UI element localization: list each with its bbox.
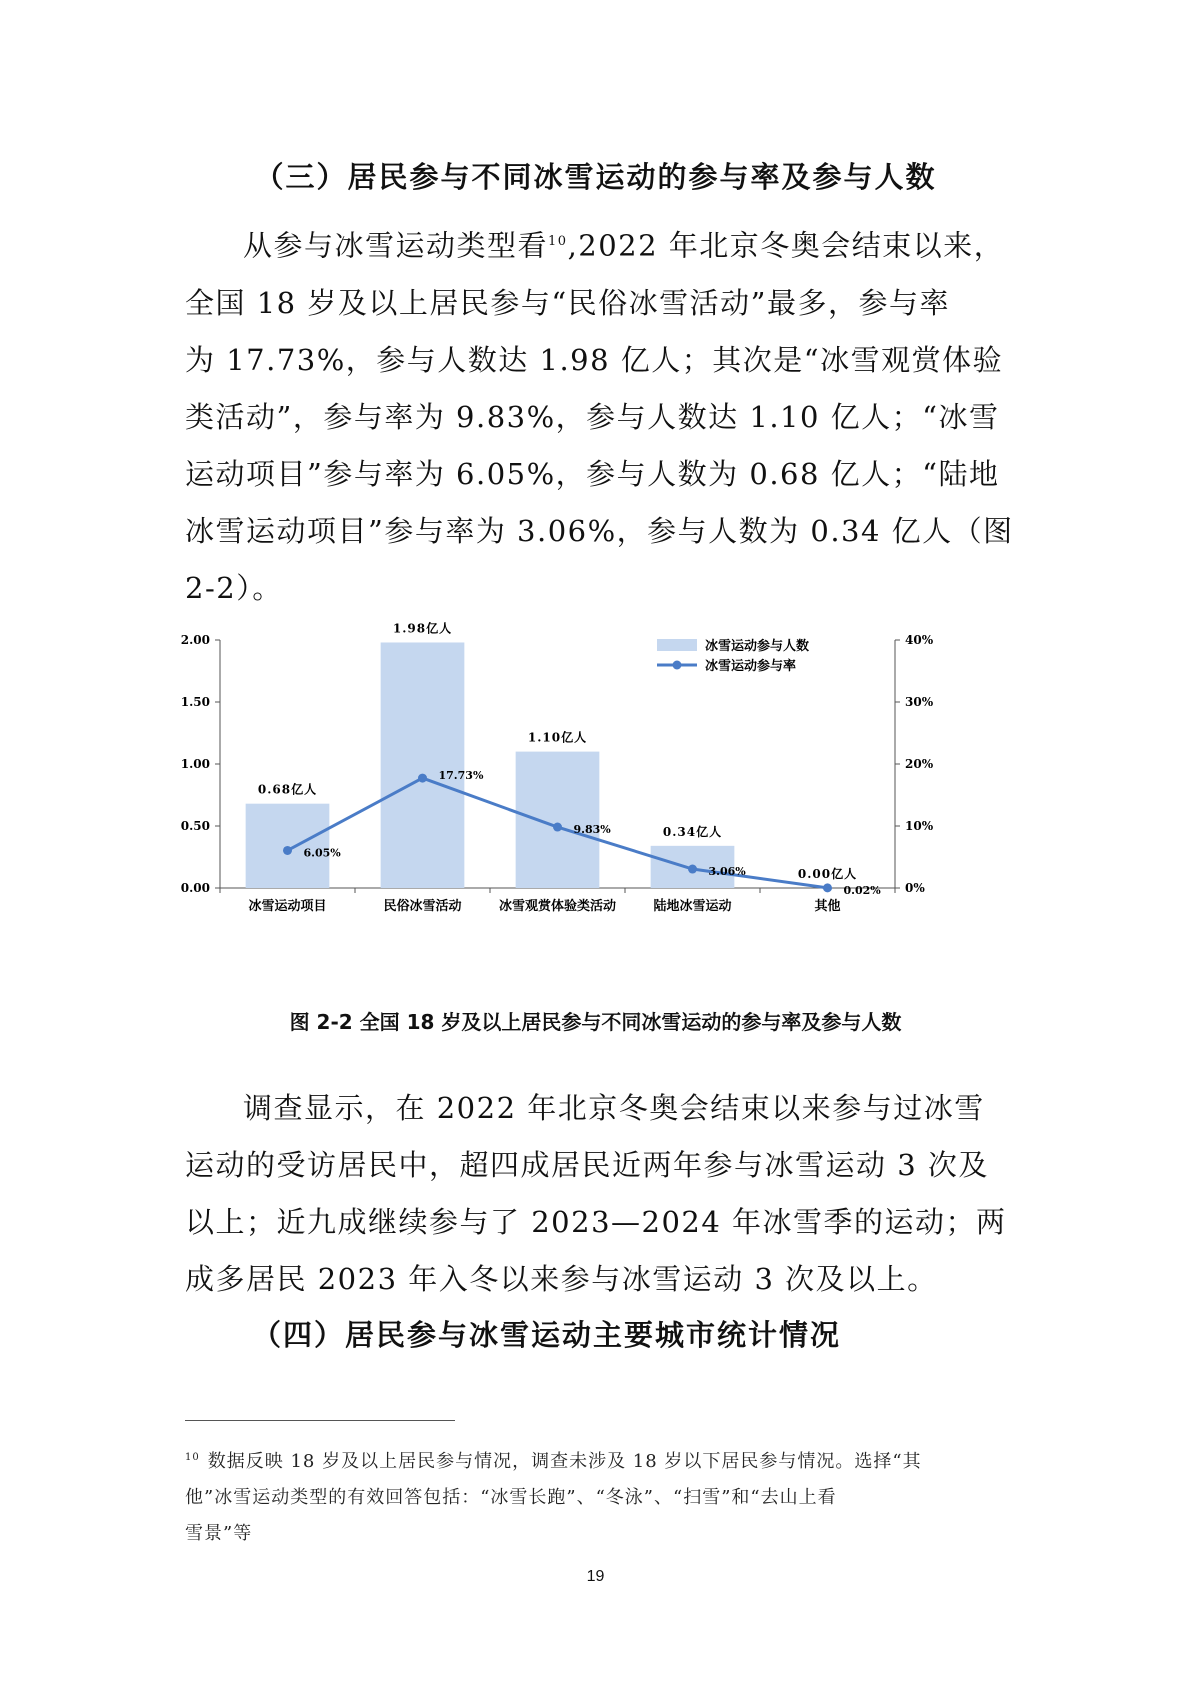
rate-data-label: 3.06% — [708, 865, 746, 879]
bar — [516, 752, 600, 888]
legend-line-marker — [673, 661, 682, 670]
figure-caption: 图 2-2 全国 18 岁及以上居民参与不同冰雪运动的参与率及参与人数 — [289, 1010, 902, 1034]
right-tick-label: 0% — [905, 881, 925, 895]
left-tick-label: 0.00 — [180, 881, 210, 895]
category-label: 冰雪观赏体验类活动 — [498, 899, 617, 914]
rate-point — [823, 883, 832, 892]
rate-point — [688, 865, 697, 874]
right-tick-label: 40% — [905, 633, 934, 647]
footnote-mark: 10 — [185, 1452, 200, 1463]
rate-point — [553, 823, 562, 832]
left-tick-label: 0.50 — [180, 819, 210, 833]
paragraph-line: 调查显示，在 2022 年北京冬奥会结束以来参与过冰雪 — [243, 1091, 985, 1125]
left-tick-label: 1.50 — [180, 695, 210, 709]
footnote — [185, 1440, 1015, 1552]
body-paragraph — [185, 213, 1015, 617]
rate-data-label: 17.73% — [438, 769, 484, 783]
rate-data-label: 9.83% — [573, 823, 611, 837]
footnote-line: 他”冰雪运动类型的有效回答包括：“冰雪长跑”、“冬泳”、“扫雪”和“去山上看 — [185, 1487, 837, 1508]
paragraph-line: 全国 18 岁及以上居民参与“民俗冰雪活动”最多，参与率 — [185, 285, 950, 320]
right-tick-label: 10% — [905, 819, 934, 833]
legend-line-label: 冰雪运动参与率 — [705, 659, 797, 674]
paragraph-line: 从参与冰雪运动类型看$^{10}$,2022 年北京冬奥会结束以来， — [243, 228, 1005, 263]
left-tick-label: 1.00 — [180, 757, 210, 771]
paragraph-line: 为 17.73%，参与人数达 1.98 亿人；其次是“冰雪观赏体验 — [185, 342, 1004, 377]
legend-bar-swatch — [657, 639, 697, 651]
left-tick-label: 2.00 — [180, 633, 210, 647]
body-paragraph-2 — [185, 1080, 1015, 1308]
section-heading-4: （四）居民参与冰雪运动主要城市统计情况 — [252, 1318, 842, 1352]
paragraph-line: 运动项目”参与率为 6.05%，参与人数为 0.68 亿人；“陆地 — [185, 456, 1000, 491]
bar-data-label: 0.68亿人 — [257, 782, 318, 797]
rate-data-label: 0.02% — [843, 883, 881, 897]
right-tick-label: 30% — [905, 695, 934, 709]
paragraph-line: 冰雪运动项目”参与率为 3.06%，参与人数为 0.34 亿人（图 — [185, 513, 1014, 548]
bar — [381, 642, 465, 888]
paragraph-line: 运动的受访居民中，超四成居民近两年参与冰雪运动 3 次及 — [185, 1148, 989, 1182]
paragraph-line: 成多居民 2023 年入冬以来参与冰雪运动 3 次及以上。 — [185, 1262, 938, 1296]
bar-data-label: 1.98亿人 — [392, 621, 453, 636]
right-tick-label: 20% — [905, 757, 934, 771]
rate-point — [283, 846, 292, 855]
rate-data-label: 6.05% — [303, 846, 341, 860]
legend-bar-label: 冰雪运动参与人数 — [705, 639, 810, 654]
bar-data-label: 1.10亿人 — [527, 730, 588, 745]
paragraph-line: 以上；近九成继续参与了 2023—2024 年冰雪季的运动；两 — [185, 1205, 1007, 1239]
bar-data-label: 0.34亿人 — [662, 824, 723, 839]
category-label: 其他 — [814, 899, 841, 914]
paragraph-line: 类活动”，参与率为 9.83%，参与人数达 1.10 亿人；“冰雪 — [185, 399, 1000, 434]
footnote-line: 雪景”等 — [185, 1523, 253, 1544]
category-label: 冰雪运动项目 — [248, 899, 327, 914]
chart-svg — [175, 621, 1020, 1010]
combo-chart — [175, 621, 1020, 1010]
paragraph-line: 2-2）。 — [185, 570, 283, 605]
footnote-divider — [185, 1420, 455, 1421]
footnote-line: $^{10}$ 数据反映 18 岁及以上居民参与情况，调查未涉及 18 岁以下居民参与情况。选择“其 — [185, 1451, 922, 1472]
bar-data-label: 0.00亿人 — [797, 867, 858, 881]
category-label: 陆地冰雪运动 — [653, 899, 732, 914]
category-label: 民俗冰雪活动 — [383, 899, 462, 914]
page-number: 19 — [586, 1568, 605, 1585]
section-heading: （三）居民参与不同冰雪运动的参与率及参与人数 — [254, 160, 937, 194]
footnote-reference[interactable]: 10 — [548, 234, 568, 249]
rate-point — [418, 774, 427, 783]
